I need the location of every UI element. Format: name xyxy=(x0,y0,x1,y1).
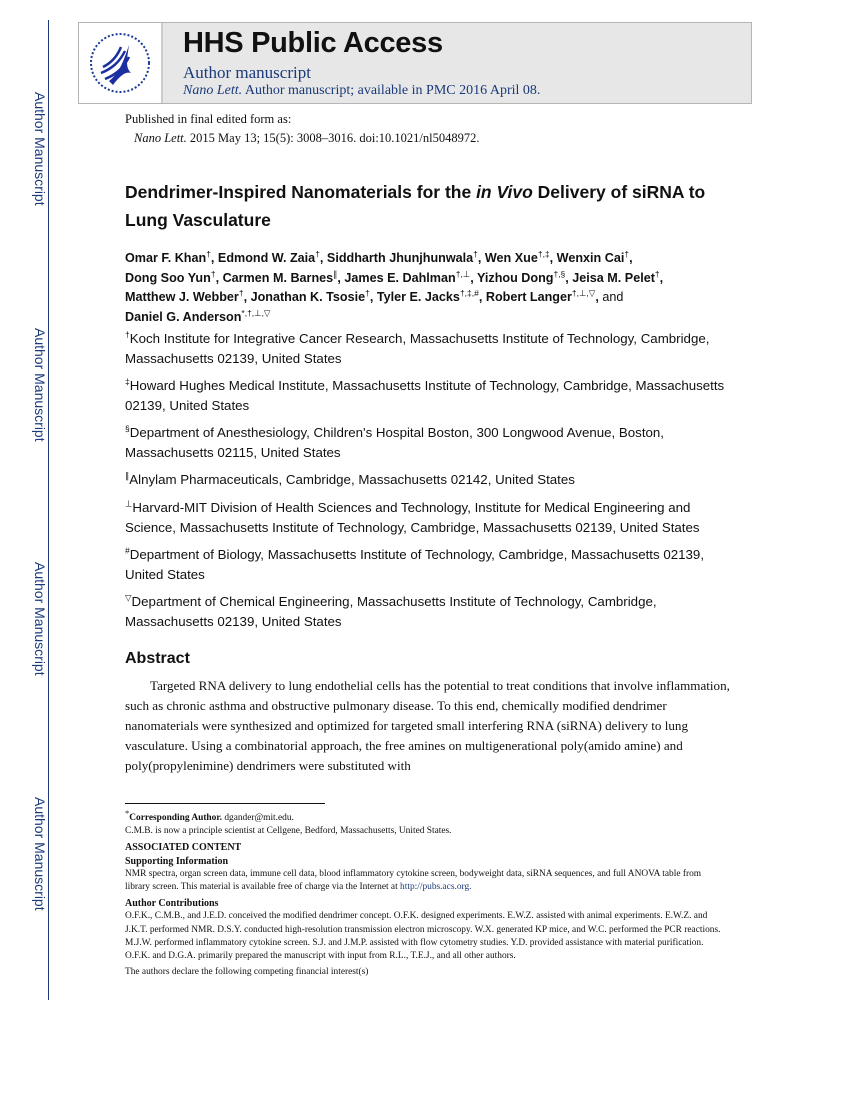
author: Edmond W. Zaia xyxy=(217,251,316,265)
affil-mark: § xyxy=(125,423,130,434)
affil-text: Department of Anesthesiology, Children's Hospital Boston, 300 Longwood Avenue, Boston, Massachusetts 02115, United States xyxy=(125,425,664,460)
side-label: Author Manuscript xyxy=(32,328,48,442)
published-label: Published in final edited form as: xyxy=(125,112,292,126)
competing-interests: The authors declare the following competing financial interest(s) xyxy=(125,967,369,978)
footnote-mark: * xyxy=(125,807,130,818)
author-affil-mark: † xyxy=(624,248,630,259)
affil-text: Department of Biology, Massachusetts Institute of Technology, Cambridge, Massachusetts 02139, United States xyxy=(125,547,705,582)
author: Yizhou Dong xyxy=(476,270,554,285)
author: Wenxin Cai xyxy=(556,251,625,265)
author-list: Omar F. Khan†, Edmond W. Zaia†, Siddharth Jhunjhunwala†, Wen Xue†,‡, Wenxin Cai†, Dong Soo Yun†, Carmen M. Barnes∥, James E. Dahlman†,⊥, Yizhou Dong†,§, Jeisa M. Pelet†, Matthew J. Webber†, Jonathan K. Tsosie†, Tyler E. Jacks†,‡,#, Robert Langer†,⊥,▽, and Daniel G. Anderson*,†,⊥,▽ xyxy=(125,248,664,325)
published-info xyxy=(125,110,480,148)
author: Wen Xue xyxy=(484,251,538,265)
affiliation xyxy=(125,376,745,415)
affil-mark: ‡ xyxy=(125,376,130,387)
si-text: NMR spectra, organ screen data, immune cell data, blood inflammatory cytokine screen, bodyweight data, siRNA sequences, and full ANOVA table from library screen. This material is available free of charge via the Internet at xyxy=(125,868,702,893)
author-affil-mark: †,‡,# xyxy=(459,288,479,299)
author: Jeisa M. Pelet xyxy=(572,270,655,285)
author: Siddharth Jhunjhunwala xyxy=(326,251,474,265)
author-affil-mark: *,†,⊥,▽ xyxy=(241,307,271,318)
abstract-heading: Abstract xyxy=(125,650,190,667)
affil-text: Harvard-MIT Division of Health Sciences and Technology, Institute for Medical Engineering and Science, Massachusetts Institute of Technology, Cambridge, Massachusetts 02139, United States xyxy=(125,500,700,535)
title-text: Delivery of siRNA to Lung Vasculature xyxy=(125,182,706,230)
affiliation xyxy=(125,329,745,368)
author-affil-mark: † xyxy=(654,268,660,279)
affiliation xyxy=(125,498,745,537)
corr-email: dgander@mit.edu. xyxy=(224,813,294,823)
author-affil-mark: †,⊥,▽ xyxy=(571,288,596,299)
author: Robert Langer xyxy=(485,290,572,305)
journal-name: Nano Lett. xyxy=(134,131,187,145)
side-divider xyxy=(48,20,49,1000)
author: Carmen M. Barnes xyxy=(222,270,334,285)
contrib-text: O.F.K., C.M.B., and J.E.D. conceived the modified dendrimer concept. O.F.K. designed experiments. E.W.Z. assisted with animal experiments. E.W.Z. and J.K.T. performed NMR. D.S.Y. conducted high-resolution transmission electron microscopy. W.X. generated KP mice, and W.C. performed the PCR reactions. M.J.W. performed inflammatory cytokine screen. S.J. and J.M.P. assisted with flow cytometry studies. Y.D. provided assistance with material purification. O.F.K. and D.G.A. primarily prepared the manuscript with input from R.L., T.E.J., and all other authors. xyxy=(125,911,721,962)
contrib-heading: Author Contributions xyxy=(125,898,219,910)
si-link[interactable]: http://pubs.acs.org. xyxy=(400,882,472,893)
author-affil-mark: † xyxy=(206,248,211,259)
author: Dong Soo Yun xyxy=(125,270,211,285)
side-label: Author Manuscript xyxy=(32,797,48,911)
author-affil-mark: †,⊥ xyxy=(455,268,471,279)
author: James E. Dahlman xyxy=(344,270,456,285)
affil-text: Department of Chemical Engineering, Massachusetts Institute of Technology, Cambridge, Massachusetts 02139, United States xyxy=(125,594,657,629)
affiliation xyxy=(125,470,745,490)
manuscript-label: Author manuscript xyxy=(183,63,311,82)
author: Omar F. Khan xyxy=(125,251,207,265)
corr-label: Corresponding Author. xyxy=(129,813,222,823)
author-affil-mark: † xyxy=(210,268,216,279)
author-affil-mark: † xyxy=(365,288,370,299)
author-affil-mark: ∥ xyxy=(333,268,338,279)
associated-content-heading: ASSOCIATED CONTENT xyxy=(125,842,242,854)
hhs-logo xyxy=(79,23,163,103)
brand-title: HHS Public Access xyxy=(183,27,443,59)
hhs-header xyxy=(78,22,752,104)
title-italic: in Vivo xyxy=(476,182,533,202)
affil-text: Alnylam Pharmaceuticals, Cambridge, Massachusetts 02142, United States xyxy=(129,472,575,487)
author: Daniel G. Anderson xyxy=(125,310,242,325)
availability-text: Author manuscript; available in PMC 2016 April 08. xyxy=(244,83,541,98)
author: Matthew J. Webber xyxy=(125,290,239,305)
author: Jonathan K. Tsosie xyxy=(250,290,366,305)
affil-mark: † xyxy=(125,329,130,340)
author-affil-mark: † xyxy=(473,248,478,259)
title-text: Dendrimer-Inspired Nanomaterials for the xyxy=(125,182,477,202)
author-affil-mark: †,‡ xyxy=(537,248,550,259)
side-label: Author Manuscript xyxy=(32,562,48,676)
footnote-note: C.M.B. is now a principle scientist at Cellgene, Bedford, Massachusetts, United States. xyxy=(125,826,452,837)
footnotes xyxy=(125,807,725,979)
author: Tyler E. Jacks xyxy=(376,290,460,305)
journal-name: Nano Lett. xyxy=(183,83,243,98)
side-label: Author Manuscript xyxy=(32,92,48,206)
si-heading: Supporting Information xyxy=(125,855,229,867)
availability xyxy=(183,83,540,99)
affiliation xyxy=(125,592,745,631)
affil-mark: ∥ xyxy=(125,470,130,481)
paper-title xyxy=(125,178,745,234)
affiliation xyxy=(125,423,745,462)
abstract-text: Targeted RNA delivery to lung endothelial cells has the potential to treat conditions that involve inflammation, such as chronic asthma and obstructive pulmonary disease. To this end, chemically modified dendrimer nanomaterials were synthesized and optimized for targeted small interfering RNA (siRNA) delivery to lung vasculature. Using a combinatorial approach, the free amines on multigenerational poly(amido amine) and poly(propylenimine) dendrimers were substituted with xyxy=(125,678,730,773)
and-text: and xyxy=(602,290,624,305)
affil-text: Koch Institute for Integrative Cancer Research, Massachusetts Institute of Technology, Cambridge, Massachusetts 02139, United States xyxy=(125,331,710,366)
affil-mark: # xyxy=(125,545,130,556)
author-affil-mark: † xyxy=(238,288,244,299)
citation: 2015 May 13; 15(5): 3008–3016. doi:10.1021/nl5048972. xyxy=(189,131,480,145)
author-affil-mark: †,§ xyxy=(553,268,566,279)
footnote-rule xyxy=(125,803,325,804)
affiliation xyxy=(125,545,745,584)
affil-mark: ▽ xyxy=(125,592,132,603)
author-affil-mark: † xyxy=(315,248,320,259)
affil-mark: ⊥ xyxy=(125,498,133,509)
affil-text: Howard Hughes Medical Institute, Massachusetts Institute of Technology, Cambridge, Massachusetts 02139, United States xyxy=(125,378,725,413)
